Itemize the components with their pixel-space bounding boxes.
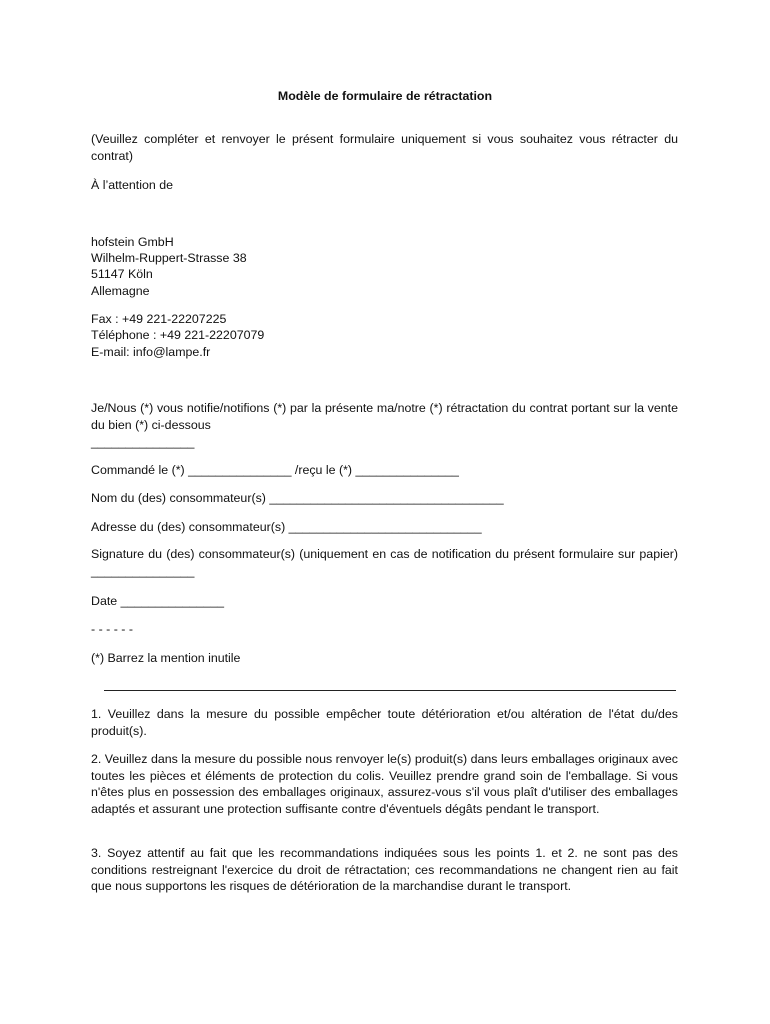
notification-text: Je/Nous (*) vous notifie/notifions (*) par la présente ma/notre (*) rétractation du contrat portant sur la vente du bien (*) ci-dessous xyxy=(91,401,678,432)
street-address: Wilhelm-Ruppert-Strasse 38 xyxy=(91,251,247,265)
recommendation-3: 3. Soyez attentif au fait que les recommandations indiquées sous les points 1. et 2. ne sont pas des conditions restreignant l'exercice du droit de rétractation; ces recommandations ne changent rien au fait que nous supportons les risques de détérioration de la marchandise durant le transport. xyxy=(91,846,678,894)
fax-number: Fax : +49 221-22207225 xyxy=(91,312,227,326)
signature-field: Signature du (des) consommateur(s) (uniquement en cas de notification du présent formulaire sur papier) _______________ xyxy=(91,547,678,578)
ordered-received-field: Commandé le (*) _______________ /reçu le (*) _______________ xyxy=(91,463,459,477)
horizontal-divider xyxy=(104,690,676,691)
intro-text: (Veuillez compléter et renvoyer le présent formulaire uniquement si vous souhaitez vous rétracter du contrat) xyxy=(91,132,678,163)
date-field: Date _______________ xyxy=(91,594,224,608)
phone-number: Téléphone : +49 221-22207079 xyxy=(91,328,265,342)
recommendation-1: 1. Veuillez dans la mesure du possible empêcher toute détérioration et/ou altération de l'état du/des produit(s). xyxy=(91,707,678,738)
dash-separator: - - - - - - xyxy=(91,622,133,636)
country: Allemagne xyxy=(91,284,150,298)
email-address: E-mail: info@lampe.fr xyxy=(91,345,211,359)
notification-line: _______________ xyxy=(91,435,195,449)
recommendation-2: 2. Veuillez dans la mesure du possible nous renvoyer le(s) produit(s) dans leurs emballages originaux avec toutes les pièces et éléments de protection du colis. Veuillez prendre grand soin de l'emballage. Si vous n'êtes plus en possession des emballages originaux, assurez-vous s'il vous plaît d'utiliser des emballages adaptés et assurant une protection suffisante contre d'éventuels dégâts pendant le transport. xyxy=(91,752,678,816)
consumer-address-field: Adresse du (des) consommateur(s) ____________________________ xyxy=(91,520,482,534)
attention-label: À l’attention de xyxy=(91,178,173,192)
footnote-text: (*) Barrez la mention inutile xyxy=(91,651,241,665)
consumer-name-field: Nom du (des) consommateur(s) __________________________________ xyxy=(91,491,504,505)
city: 51147 Köln xyxy=(91,267,153,281)
document-title: Modèle de formulaire de rétractation xyxy=(277,89,493,103)
company-name: hofstein GmbH xyxy=(91,235,174,249)
